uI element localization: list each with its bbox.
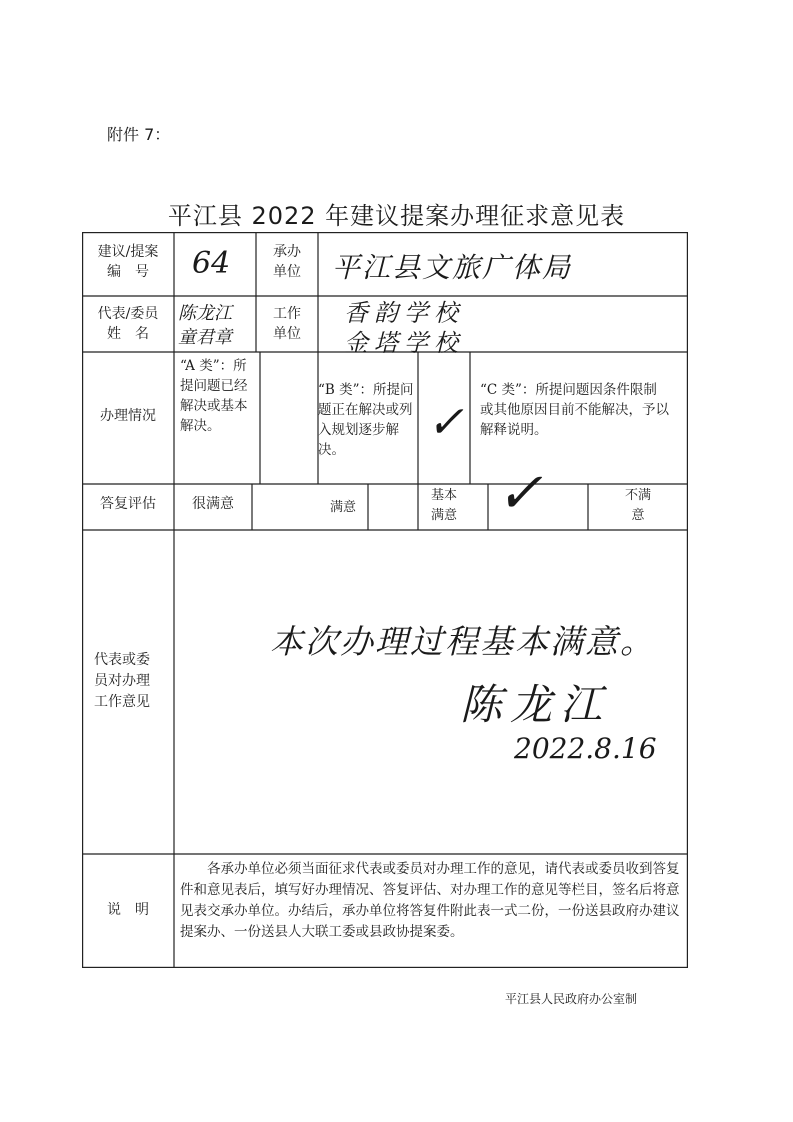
opinion-form [82,232,688,968]
note-text: 各承办单位必须当面征求代表或委员对办理工作的意见，请代表或委员收到答复件和意见表后，填写好办理情况、答复评估、对办理工作的意见等栏目，签名后将意见表交承办单位。办结后，承办单位将答复件附此表一式二份，一份送县政府办建议提案办、一份送县人大联工委或县政协提案委。 [180,861,680,940]
option-b-check-icon: ✓ [427,397,464,448]
work-units [344,298,464,358]
handling-unit-value: 平江县文旅广体局 [332,251,573,284]
signature: 陈龙江 [460,680,611,729]
rep-name-2: 童君章 [178,327,232,348]
eval-satisfied: 满意 [329,500,356,515]
eval-basic-satisfied: 基本 满意 [430,488,457,523]
label-handling-unit: 承办 单位 [273,244,301,280]
label-work-unit: 工作 单位 [273,306,301,342]
footer-issuer: 平江县人民政府办公室制 [505,992,638,1006]
rep-name-1: 陈龙江 [178,303,232,324]
label-reply-eval: 答复评估 [100,496,156,512]
work-unit-1: 香韵学校 [344,299,464,327]
label-opinion: 代表或委 员对办理 工作意见 [94,652,150,710]
label-handling-status: 办理情况 [100,408,156,424]
eval-basic-check-icon: ✓ [496,461,543,526]
annex-label: 附件 7： [107,125,171,144]
rep-names [178,302,232,350]
proposal-number: 64 [192,246,231,281]
label-note: 说 明 [107,902,149,918]
eval-not-satisfied: 不满 意 [624,488,651,523]
label-proposal-no: 建议/提案 编 号 [97,244,159,280]
eval-very-satisfied: 很满意 [192,496,234,512]
signature-date: 2022.8.16 [514,732,657,765]
option-a-text: “A 类”：所提问题已经解决或基本解决。 [180,358,248,434]
label-rep-name: 代表/委员 姓 名 [97,306,159,342]
option-c-text: “C 类”：所提问题因条件限制或其他原因目前不能解决，予以解释说明。 [480,382,669,438]
option-b-text: “B 类”：所提问题正在解决或列入规划逐步解决。 [318,382,414,458]
opinion-comment: 本次办理过程基本满意。 [270,622,655,661]
work-unit-2: 金塔学校 [344,329,464,357]
page-title: 平江县 2022 年建议提案办理征求意见表 [167,202,626,230]
